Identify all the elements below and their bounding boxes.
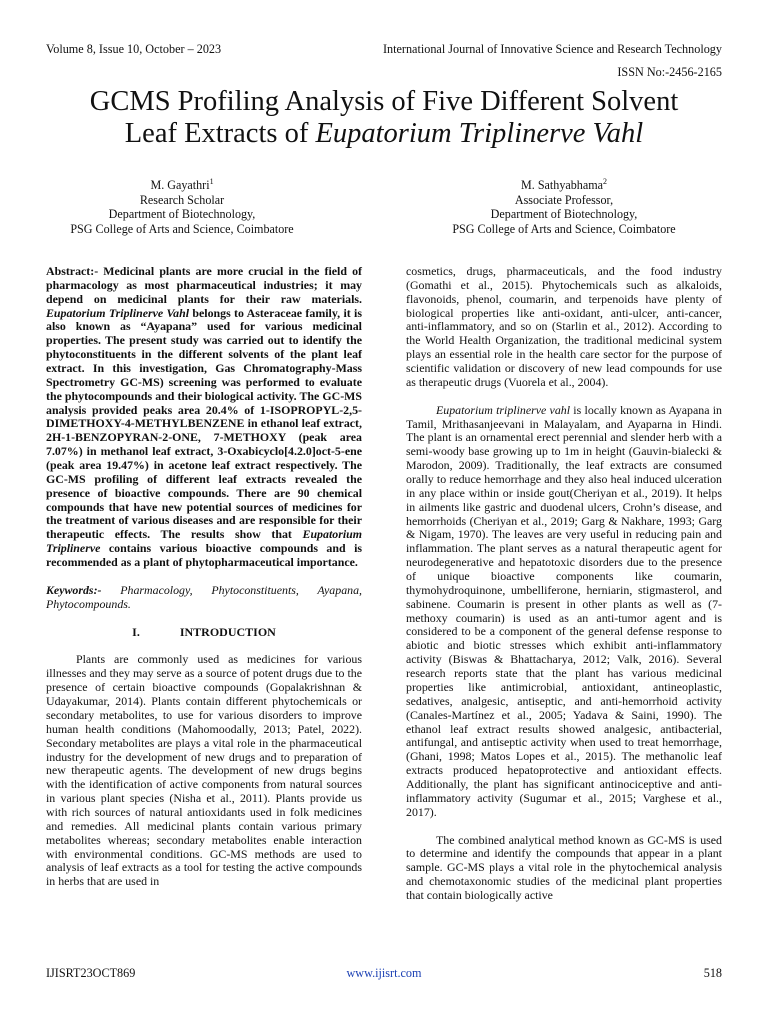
section-heading — [46, 626, 362, 640]
abstract-text-1: Abstract:- Medicinal plants are more crucial in the field of pharmacology as most pharmaceutical industries; it may depend on medicinal plants for their raw materials. — [46, 264, 362, 306]
author-block-2 — [404, 178, 724, 236]
author-inst: PSG College of Arts and Science, Coimbatore — [452, 221, 676, 236]
header-journal: International Journal of Innovative Science and Research Technology — [382, 42, 722, 56]
footer-journal-link[interactable]: www.ijisrt.com — [346, 966, 422, 980]
right-column — [406, 265, 722, 903]
right-paragraph-3: The combined analytical method known as GC-MS is used to determine and identify the compounds that appear in a plant sample. GC-MS plays a vital role in the phytochemical analysis and chemotaxonomic studies of the medicinal plant properties that contain biologically active — [406, 832, 722, 902]
footer-page-number: 518 — [703, 966, 722, 980]
section-title: INTRODUCTION — [179, 624, 276, 639]
abstract-text-3: contains various bioactive compounds and is recommended as a plant of phytopharmaceutical importance. — [46, 541, 362, 570]
abstract-species-2: Eupatorium Triplinerve — [46, 527, 362, 556]
author-inst: PSG College of Arts and Science, Coimbatore — [70, 221, 294, 236]
right-paragraph-1: cosmetics, drugs, pharmaceuticals, and the food industry (Gomathi et al., 2015). Phytochemicals such as alkaloids, flavonoids, phenol, coumarin, and terpenoids have plenty of biological properties like anti-oxidant, anti-ulcer, anti-cancer, anti-inflammatory, and so on (Starlin et al., 2012). According to the World Health Organization, the traditional medicinal system plays an essential role in the health care sector for the purpose of scientific validation or discovery of new lead compounds for use as therapeutic drugs (Vuorela et al., 2004). — [406, 264, 722, 389]
footer-paper-code: IJISRT23OCT869 — [46, 966, 136, 980]
author-affil-mark: 2 — [602, 176, 607, 186]
author-name-text: M. Sathyabhama — [521, 178, 603, 192]
keywords-label: Keywords:- — [46, 582, 102, 597]
author-dept: Department of Biotechnology, — [490, 207, 638, 222]
abstract-text-2: belongs to Asteraceae family, it is also known as “Ayapana” used for various medicinal properties. The present study was carried out to identify the phytoconstituents in the different solvents of the plant leaf extract. In this investigation, Gas Chromatography-Mass Spectrometry GC-MS) screening was performed to evaluate the phytocompounds and their biological activity. The GC-MS analysis provided peaks area 20.4% of 1-ISOPROPYL-2,5-DIMETHOXY-4-METHYLBENZENE in ethanol leaf extract, 2H-1-BENZOPYRAN-2-ONE, 7-METHOXY (peak area 7.07%) in methanol leaf extract, 3-Oxabicyclo[4.2.0]oct-5-ene (peak area 19.47%) in acetone leaf extract respectively. The GC-MS profiling of different leaf extracts revealed the presence of bioactive compounds. There are 90 chemical compounds that have new potential sources of medicines for the treatment of various diseases and are responsible for their therapeutic effects. The results show that — [46, 305, 362, 542]
left-column — [46, 265, 362, 889]
author-name-text: M. Gayathri — [150, 178, 210, 192]
header-issn: ISSN No:-2456-2165 — [617, 65, 722, 79]
paper-title — [30, 86, 738, 150]
species-name: Eupatorium triplinerve vahl — [436, 402, 571, 417]
title-species: Eupatorium Triplinerve Vahl — [315, 118, 644, 149]
author-affil-mark: 1 — [209, 176, 214, 186]
keywords — [46, 584, 362, 612]
title-line-2-plain: Leaf Extracts of — [124, 118, 316, 149]
section-number: I. — [132, 624, 140, 639]
author-dept: Department of Biotechnology, — [108, 207, 256, 222]
author-block-1 — [22, 178, 342, 236]
right-paragraph-2-text: is locally known as Ayapana in Tamil, Mrithasanjeevani in Malayalam, and Ayaparna in Hindi. The plant is an ornamental erect perennial and slender herb with a semi-woody base growing up to 1m in height (Gauvin-bialecki & Marodon, 2009). Traditionally, the leaf extracts are consumed orally to reduce hemorrhage and they also heal induced ulceration in any place within or inside gout(Cheriyan et al., 2019). It helps in ailments like gastric and duodenal ulcers, Crohn’s disease, and hemorrhoids (Cheriyan et al., 2019; Garg & Nakhare, 1993; Garg & Nigam, 1970). The leaves are very useful in reducing pain and inflammation. The plant serves as a natural therapeutic agent for neurodegenerative and hepatotoxic disorders due to the presence of unique bioactive components like coumarin, thymohydroquinone, umbelliferone, herniarin, stigmasterol, and sabinene. Coumarin is present in other plants as well as (7-methoxy coumarin) is used as an anti-tumor agent and is considered to be a component of the general defense response to abiotic and biotic stresses which exhibit anti-inflammatory activity (Biswas & Bhattacharya, 2012; Valk, 2016). Several research reports state that the plant has various medicinal properties like antimicrobial, antioxidant, antineoplastic, sedatives, analgesic, antiseptic, and anti-hemorrhoid activity (Canales-Martínez et al., 2005; Yadava & Saini, 1990). The ethanol leaf extract results showed analgesic, antibacterial, antifungal, and antiseptic activity when used to treat hemorrhage, (Ghani, 1998; Matos Lopes et al., 2015). The methanolic leaf extracts produced hepatoprotective and antioxidant effects. Additionally, the plant has significant antinociceptive and anti-inflammatory activity (Sugumar et al., 2015; Varghese et al., 2017). — [406, 402, 723, 819]
title-line-1: GCMS Profiling Analysis of Five Different Solvent — [89, 86, 679, 117]
intro-paragraph-1: Plants are commonly used as medicines for various illnesses and they may serve as a source of potent drugs due to the presence of certain bioactive compounds (Gopalakrishnan & Udayakumar, 2014). Plants contain different phytochemicals or secondary metabolites, to use for various disorders to improve human health conditions (Mahomoodally, 2013; Patel, 2022). Secondary metabolites are plays a vital role in the pharmaceutical industry for the development of new drugs and to preparation of new therapeutic agents. The development of new drugs begins with the identification of active components from natural sources in various plant species (Nisha et al., 2011). Plants provide us with rich sources of natural antioxidants used in folk medicines and remedies. All medicinal plants contain various primary metabolites whereas; secondary metabolites enable interaction with environmental conditions. GC-MS methods are used to analysis of leaf extracts as a tool for testing the active compounds in herbs that are used in — [46, 652, 362, 889]
author-role: Research Scholar — [139, 192, 225, 207]
author-role: Associate Professor, — [514, 192, 614, 207]
title-line-2 — [30, 118, 738, 150]
header-volume: Volume 8, Issue 10, October – 2023 — [46, 42, 222, 56]
abstract — [46, 265, 362, 570]
keywords-text: Pharmacology, Phytoconstituents, Ayapana, Phytocompounds. — [46, 582, 362, 611]
right-paragraph-2 — [406, 404, 722, 820]
author-name — [22, 178, 342, 193]
author-name — [404, 178, 724, 193]
abstract-species-1: Eupatorium Triplinerve Vahl — [46, 305, 190, 320]
